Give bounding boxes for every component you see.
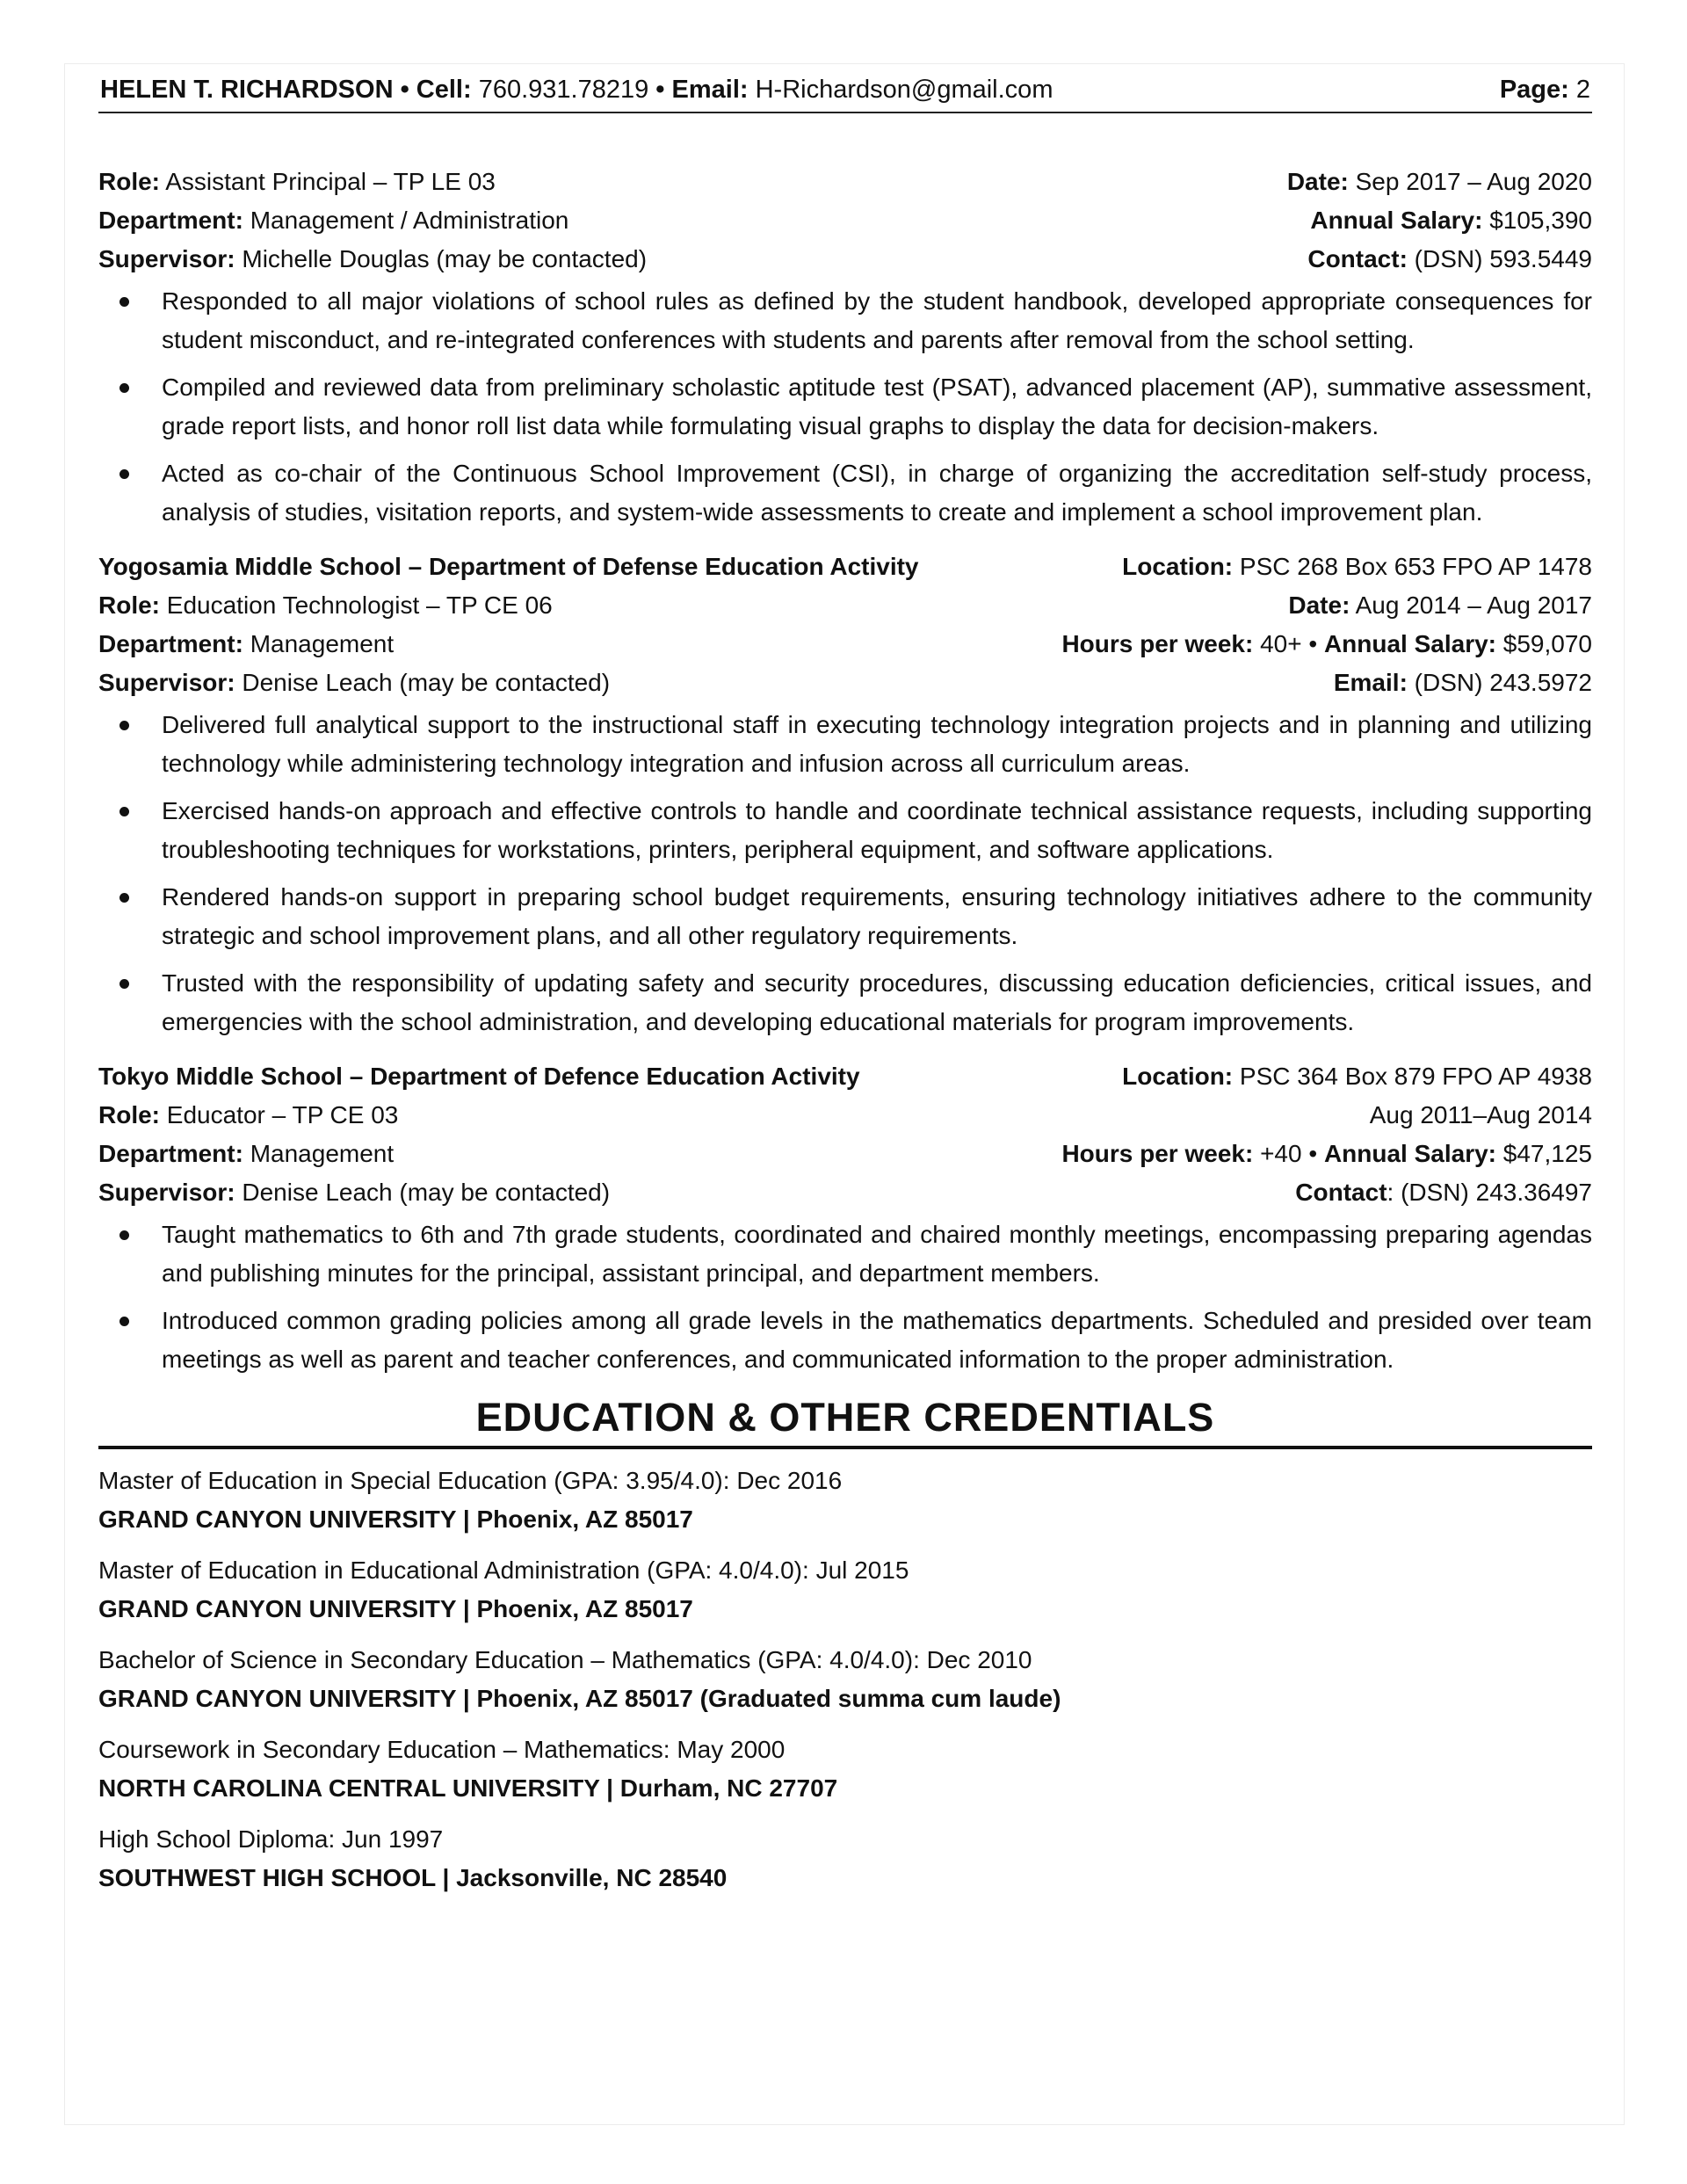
degree: High School Diploma: Jun 1997 [98,1825,444,1853]
institution: GRAND CANYON UNIVERSITY | Phoenix, AZ 85017 [98,1506,693,1533]
job-row: Department: Management / Administration Annual Salary: $105,390 [98,207,1592,234]
degree: Master of Education in Educational Administration (GPA: 4.0/4.0): Jul 2015 [98,1556,909,1584]
job-entry [98,1057,1592,1379]
resume-page [98,76,1592,1897]
job-row: Yogosamia Middle School – Department of Defense Education Activity Location: PSC 268 Box 653 FPO AP 1478 [98,548,1592,586]
bullet-icon [119,979,129,989]
education-list [98,1462,1592,1897]
education-item [98,1731,1592,1808]
institution: GRAND CANYON UNIVERSITY | Phoenix, AZ 85017 [98,1595,693,1622]
candidate-name: HELEN T. RICHARDSON [100,76,394,104]
job-row: Tokyo Middle School – Department of Defence Education Activity Location: PSC 364 Box 879 FPO AP 4938 [98,1057,1592,1096]
job-row: Department: Management Hours per week: +40 • Annual Salary: $47,125 [98,1140,1592,1167]
degree: Coursework in Secondary Education – Mathematics: May 2000 [98,1736,786,1763]
bullet-icon [119,469,129,479]
list-item: Responded to all major violations of school rules as defined by the student handbook, developed appropriate consequences for student misconduct, and re-integrated conferences with students and parents after removal from the school setting. [98,282,1592,359]
bullet-list [98,1215,1592,1379]
page-header [98,76,1592,113]
job-entry [98,548,1592,1041]
cell-label: Cell: [416,76,472,104]
section-title: EDUCATION & OTHER CREDENTIALS [98,1395,1592,1449]
bullet-icon [119,383,129,393]
job-entry [98,163,1592,532]
list-item: Delivered full analytical support to the instructional staff in executing technology integration projects and in planning and utilizing technology while administering technology integration and infusion across all curriculum areas. [98,706,1592,783]
header-contact: HELEN T. RICHARDSON • Cell: 760.931.78219 • Email: H-Richardson@gmail.com [100,76,1053,104]
education-item [98,1641,1592,1718]
bullet-icon [119,721,129,730]
school-name: Tokyo Middle School – Department of Defence Education Activity [98,1063,860,1090]
email-value[interactable]: H-Richardson@gmail.com [748,76,1053,104]
job-row: Supervisor: Denise Leach (may be contacted) Email: (DSN) 243.5972 [98,669,1592,696]
bullet-icon [119,893,129,903]
job-row: Supervisor: Michelle Douglas (may be contacted) Contact: (DSN) 593.5449 [98,245,1592,272]
list-item: Trusted with the responsibility of updating safety and security procedures, discussing education deficiencies, critical issues, and emergencies with the school administration, and developing educational materials for program improvements. [98,964,1592,1041]
list-item: Rendered hands-on support in preparing school budget requirements, ensuring technology initiatives adhere to the community strategic and school improvement plans, and all other regulatory requirements. [98,878,1592,955]
job-row: Role: Education Technologist – TP CE 06 Date: Aug 2014 – Aug 2017 [98,591,1592,619]
education-item [98,1462,1592,1539]
institution: GRAND CANYON UNIVERSITY | Phoenix, AZ 85017 (Graduated summa cum laude) [98,1685,1061,1712]
bullet-list [98,706,1592,1041]
institution: SOUTHWEST HIGH SCHOOL | Jacksonville, NC 28540 [98,1864,728,1891]
school-name: Yogosamia Middle School – Department of Defense Education Activity [98,553,919,580]
education-item [98,1820,1592,1897]
email-label: Email: [671,76,749,104]
list-item: Taught mathematics to 6th and 7th grade students, coordinated and chaired monthly meetings, encompassing preparing agendas and publishing minutes for the principal, assistant principal, and department members. [98,1215,1592,1293]
job-row: Role: Educator – TP CE 03 Aug 2011–Aug 2014 [98,1101,1592,1128]
bullet-icon [119,1317,129,1326]
job-row: Department: Management Hours per week: 40+ • Annual Salary: $59,070 [98,630,1592,657]
degree: Master of Education in Special Education (GPA: 3.95/4.0): Dec 2016 [98,1467,843,1494]
bullet-icon [119,1230,129,1240]
bullet-icon [119,807,129,816]
job-row: Role: Assistant Principal – TP LE 03 Date: Sep 2017 – Aug 2020 [98,168,1592,195]
institution: NORTH CAROLINA CENTRAL UNIVERSITY | Durham, NC 27707 [98,1774,838,1802]
cell-value: 760.931.78219 [471,76,649,104]
list-item: Introduced common grading policies among all grade levels in the mathematics departments. Scheduled and presided over team meetings as well as parent and teacher conferences, and communicated information to the proper administration. [98,1302,1592,1379]
list-item: Compiled and reviewed data from preliminary scholastic aptitude test (PSAT), advanced placement (AP), summative assessment, grade report lists, and honor roll list data while formulating visual graphs to display the data for decision-makers. [98,368,1592,446]
job-row: Supervisor: Denise Leach (may be contacted) Contact: (DSN) 243.36497 [98,1179,1592,1206]
bullet-icon [119,297,129,307]
list-item: Acted as co-chair of the Continuous School Improvement (CSI), in charge of organizing the accreditation self-study process, analysis of studies, visitation reports, and system-wide assessments to create and implement a school improvement plan. [98,454,1592,532]
list-item: Exercised hands-on approach and effective controls to handle and coordinate technical assistance requests, including supporting troubleshooting techniques for workstations, printers, peripheral equipment, and software applications. [98,792,1592,869]
bullet-list [98,282,1592,532]
page-number: Page: 2 [1499,76,1590,104]
degree: Bachelor of Science in Secondary Education – Mathematics (GPA: 4.0/4.0): Dec 2010 [98,1646,1032,1673]
education-item [98,1551,1592,1629]
